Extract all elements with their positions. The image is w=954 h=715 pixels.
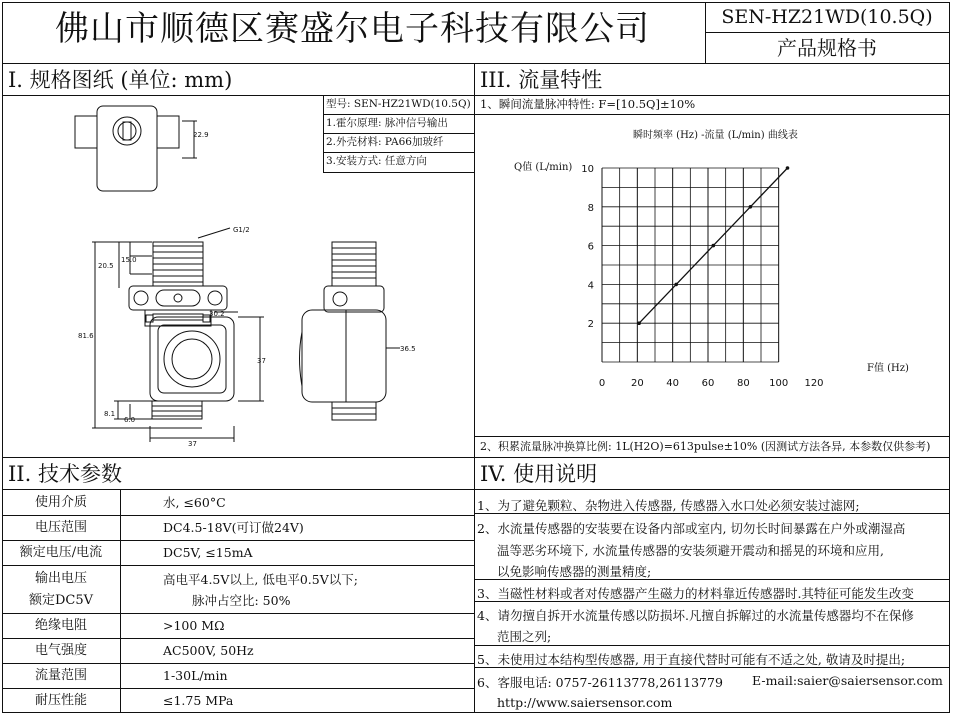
usage-line-2b: 温等恶劣环境下, 水流量传感器的安装须避开震动和摇晃的环境和应用,: [497, 543, 884, 558]
y-tick-label: 8: [587, 202, 594, 214]
param-label-insulation: 绝缘电阻: [34, 618, 87, 633]
param-value-strength: AC500V, 50Hz: [163, 643, 254, 658]
contact-website[interactable]: http://www.saiersensor.com: [497, 695, 673, 710]
mid-title-line: [2, 489, 950, 490]
usage-rule-5: [475, 667, 950, 668]
dim-37-right: 37: [257, 357, 266, 365]
y-tick-label: 6: [587, 241, 594, 253]
dim-22-9: 22.9: [193, 131, 209, 139]
chart-title: 瞬时频率 (Hz) -流量 (L/min) 曲线表: [633, 130, 798, 141]
chart-y-title: Q值 (L/min): [514, 162, 573, 173]
params-column-divider: [120, 489, 121, 713]
param-label-medium: 使用介质: [34, 495, 87, 510]
usage-line-4: 4、请勿擅自拆开水流量传感以防损坏.凡擅自拆解过的水流量传感器均不在保修: [477, 608, 914, 623]
dim-6: 6.0: [124, 416, 136, 424]
info-principle: 1.霍尔原理: 脉冲信号输出: [326, 117, 448, 129]
usage-line-5: 5、未使用过本结构型传感器, 用于直接代替时可能有不适之处, 敬请及时提出;: [477, 652, 906, 667]
params-row-line-7: [2, 688, 474, 689]
param-value-medium: 水, ≤60°C: [163, 495, 226, 510]
y-tick-label: 4: [587, 280, 594, 292]
param-label-rated: 额定电压/电流: [19, 545, 103, 560]
data-point: [749, 205, 753, 209]
company-name: 佛山市顺德区赛盛尔电子科技有限公司: [55, 9, 650, 49]
section1-title: I. 规格图纸 (单位: mm): [8, 68, 233, 92]
data-point: [637, 321, 641, 325]
frame-top: [2, 2, 950, 3]
x-tick-label: 120: [804, 378, 824, 389]
param-value-insulation: >100 MΩ: [163, 618, 225, 633]
usage-rule-3: [475, 601, 950, 602]
x-tick-label: 100: [769, 378, 789, 389]
x-tick-label: 0: [598, 378, 606, 389]
chart-x-title: F值 (Hz): [867, 363, 909, 374]
header-model-divider: [705, 32, 949, 33]
usage-rule-4: [475, 645, 950, 646]
top-view-outline: [75, 106, 197, 191]
param-label-output-rated: 额定DC5V: [28, 593, 94, 608]
x-tick-label: 40: [666, 378, 680, 389]
usage-line-3: 3、当磁性材料或者对传感器产生磁力的材料靠近传感器时.其特征可能发生改变: [477, 586, 914, 601]
param-label-strength: 电气强度: [34, 643, 87, 658]
mid-line: [2, 457, 950, 458]
param-label-output: 输出电压: [34, 571, 87, 586]
params-row-line-5: [2, 638, 474, 639]
params-row-line-2: [2, 540, 474, 541]
chart-ticks: [581, 164, 823, 389]
chart-grid: [602, 168, 779, 362]
usage-rule-1: [475, 513, 950, 514]
param-label-pressure: 耐压性能: [34, 693, 87, 708]
pulse-note: 2、积累流量脉冲换算比例: 1L(H2O)=613pulse±10% (因测试方法各异, 本参数仅供参考): [480, 440, 931, 453]
contact-phone: 6、客服电话: 0757-26113778,26113779: [477, 675, 723, 690]
formula-line: [475, 114, 950, 115]
dim-20-5: 20.5: [98, 262, 114, 270]
dim-30-2: 30.2: [209, 310, 225, 318]
document-type: 产品规格书: [777, 36, 877, 60]
side-view-outline: [300, 242, 387, 420]
dim-15: 15.0: [121, 256, 137, 264]
param-value-voltage-range: DC4.5-18V(可订做24V): [163, 520, 304, 535]
info-material: 2.外壳材料: PA66加玻纤: [326, 136, 444, 148]
contact-email[interactable]: E-mail:saier@saiersensor.com: [752, 673, 943, 688]
section4-title: IV. 使用说明: [480, 462, 598, 486]
params-row-line-1: [2, 515, 474, 516]
param-value-duty: 脉冲占空比: 50%: [192, 593, 291, 608]
section2-title: II. 技术参数: [8, 462, 122, 486]
dim-36-5: 36.5: [400, 345, 416, 353]
y-tick-label: 10: [581, 164, 594, 175]
param-value-pressure: ≤1.75 MPa: [163, 693, 234, 708]
dim-8-1: 8.1: [104, 410, 116, 418]
param-label-voltage-range: 电压范围: [34, 520, 87, 535]
x-tick-label: 20: [630, 378, 644, 389]
section3-title: III. 流量特性: [480, 68, 603, 92]
params-row-line-6: [2, 663, 474, 664]
param-label-flow-range: 流量范围: [34, 668, 87, 683]
frame-right: [949, 2, 950, 713]
param-value-rated: DC5V, ≤15mA: [163, 545, 253, 560]
data-point: [786, 166, 790, 170]
x-tick-label: 60: [701, 378, 715, 389]
usage-rule-2: [475, 579, 950, 580]
x-tick-label: 80: [736, 378, 750, 389]
header-bottom-line: [2, 63, 950, 64]
usage-line-2: 2、水流量传感器的安装要在设备内部或室内, 切勿长时间暴露在户外或潮湿高: [477, 521, 906, 536]
info-model: 型号: SEN-HZ21WD(10.5Q): [326, 98, 471, 110]
usage-line-1: 1、为了避免颗粒、杂物进入传感器, 传感器入水口处必须安装过滤网;: [477, 498, 860, 513]
usage-line-4b: 范围之列;: [497, 629, 552, 644]
usage-line-2c: 以免影响传感器的测量精度;: [497, 564, 652, 579]
param-value-output: 高电平4.5V以上, 低电平0.5V以下;: [163, 572, 358, 587]
flow-formula: 1、瞬间流量脉冲特性: F=[10.5Q]±10%: [480, 97, 696, 111]
dim-81-6: 81.6: [78, 332, 94, 340]
front-view-outline: [129, 242, 234, 419]
dim-37-bottom: 37: [188, 440, 197, 448]
frame-bottom: [2, 712, 950, 713]
y-tick-label: 2: [587, 319, 594, 331]
params-row-line-3: [2, 565, 474, 566]
flow-chart: [574, 160, 858, 390]
note-line: [475, 436, 950, 437]
dim-thread: G1/2: [233, 226, 250, 234]
model-number: SEN-HZ21WD(10.5Q): [721, 6, 933, 28]
center-divider: [474, 63, 475, 713]
data-point: [674, 283, 678, 287]
params-row-line-4: [2, 613, 474, 614]
info-install: 3.安装方式: 任意方向: [326, 155, 427, 167]
technical-drawing: [2, 96, 474, 456]
data-point: [712, 244, 716, 248]
param-value-flow-range: 1-30L/min: [163, 668, 228, 683]
